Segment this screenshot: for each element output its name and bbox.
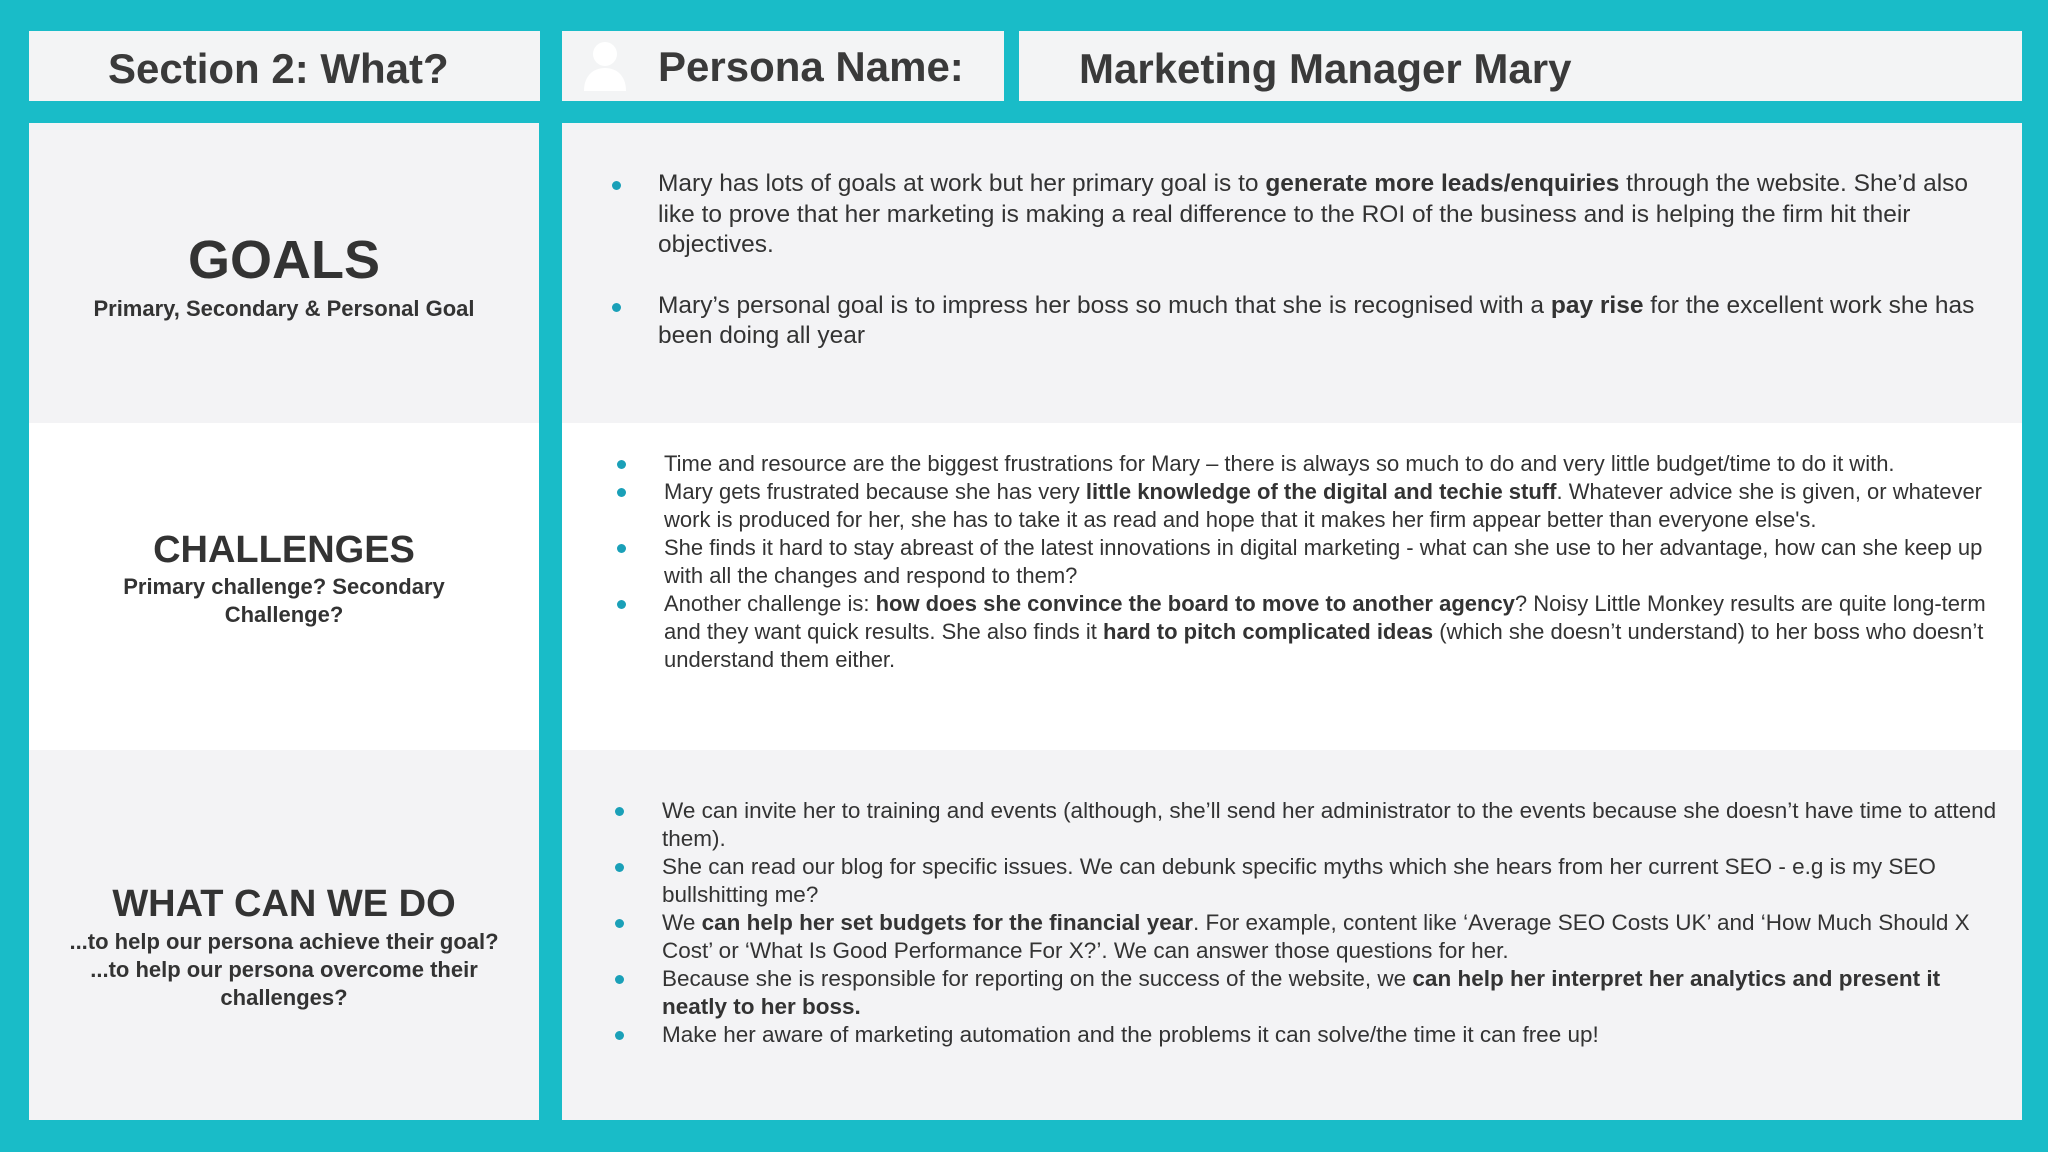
list-item bbox=[562, 853, 2008, 909]
bullet-icon bbox=[617, 544, 626, 553]
whatcanwedo-heading: WHAT CAN WE DO bbox=[112, 883, 456, 926]
bullet-icon bbox=[612, 303, 621, 312]
bullet-icon bbox=[617, 488, 626, 497]
goal-text: Mary has lots of goals at work but her primary goal is to generate more leads/enquiries through the website. She’d also like to prove that her marketing is making a real difference to the ROI of the business and is helping the firm hit their objectives. bbox=[658, 170, 1969, 258]
list-item bbox=[562, 169, 1992, 261]
whatcanwedo-content-cell bbox=[562, 750, 2022, 1120]
bullet-icon bbox=[617, 460, 626, 469]
action-text: Because she is responsible for reporting on the success of the website, we can help her interpret her analytics and present it neatly to her boss. bbox=[662, 966, 1941, 1019]
persona-label: Persona Name: bbox=[658, 43, 964, 90]
challenge-text: Another challenge is: how does she convince the board to move to another agency? Noisy Little Monkey results are quite long-term and they want quick results. She also finds it hard to pitch complicated ideas (which she doesn’t understand) to her boss who doesn’t understand them either. bbox=[664, 591, 1986, 672]
persona-name: Marketing Manager Mary bbox=[1079, 45, 1572, 92]
list-item bbox=[562, 909, 2008, 965]
whatcanwedo-label-cell bbox=[29, 750, 539, 1120]
challenge-text: Mary gets frustrated because she has very little knowledge of the digital and techie stuff. Whatever advice she is given, or whatever work is produced for her, she has to take it as read and hope that it makes her firm appear better than everyone else's. bbox=[664, 479, 1982, 532]
user-silhouette-icon bbox=[582, 39, 628, 91]
bullet-icon bbox=[612, 181, 621, 190]
challenge-text: Time and resource are the biggest frustrations for Mary – there is always so much to do and very little budget/time to do it with. bbox=[664, 451, 1895, 476]
challenges-list bbox=[562, 450, 1998, 674]
challenges-label-cell bbox=[29, 423, 539, 750]
bullet-icon bbox=[615, 919, 624, 928]
whatcanwedo-subheading-line-3: challenges? bbox=[220, 984, 348, 1010]
list-item bbox=[562, 1021, 2008, 1049]
challenges-heading: CHALLENGES bbox=[153, 528, 415, 571]
persona-name-box bbox=[1019, 31, 2022, 101]
challenges-subheading-line-2: Challenge? bbox=[224, 602, 344, 628]
list-item bbox=[562, 965, 2008, 1021]
bullet-icon bbox=[615, 863, 624, 872]
goals-list bbox=[562, 169, 1992, 352]
action-text: We can invite her to training and events (although, she’ll send her administrator to the events because she doesn’t have time to attend them). bbox=[662, 798, 1997, 851]
section-title: Section 2: What? bbox=[108, 45, 449, 92]
goal-text: Mary’s personal goal is to impress her boss so much that she is recognised with a pay rise for the excellent work she has been doing all year bbox=[658, 291, 1975, 349]
whatcanwedo-subheading-line-2: ...to help our persona overcome their bbox=[90, 956, 478, 982]
challenges-content-cell bbox=[562, 423, 2022, 750]
list-item bbox=[562, 590, 1998, 674]
whatcanwedo-list bbox=[562, 797, 2008, 1049]
bullet-icon bbox=[615, 975, 624, 984]
list-item bbox=[562, 534, 1998, 590]
goals-label-cell bbox=[29, 123, 539, 423]
whatcanwedo-subheading-line-1: ...to help our persona achieve their goal? bbox=[69, 928, 499, 954]
list-item bbox=[562, 450, 1998, 478]
bullet-icon bbox=[615, 807, 624, 816]
list-item bbox=[562, 797, 2008, 853]
persona-label-box bbox=[562, 31, 1004, 101]
action-text: Make her aware of marketing automation and the problems it can solve/the time it can free up! bbox=[662, 1022, 1599, 1047]
challenge-text: She finds it hard to stay abreast of the latest innovations in digital marketing - what can she use to her advantage, how can she keep up with all the changes and respond to them? bbox=[664, 535, 1983, 588]
list-item bbox=[562, 478, 1998, 534]
goals-heading: GOALS bbox=[187, 230, 380, 291]
section-header-box bbox=[29, 31, 540, 101]
list-item bbox=[562, 291, 1992, 352]
goals-subheading: Primary, Secondary & Personal Goal bbox=[93, 295, 475, 321]
bullet-icon bbox=[615, 1031, 624, 1040]
action-text: We can help her set budgets for the financial year. For example, content like ‘Average SEO Costs UK’ and ‘How Much Should X Cost’ or ‘What Is Good Performance For X?’. We can answer those questions for her. bbox=[662, 910, 1970, 963]
goals-content-cell bbox=[562, 123, 2022, 423]
action-text: She can read our blog for specific issues. We can debunk specific myths which she hears from her current SEO - e.g is my SEO bullshitting me? bbox=[662, 854, 1936, 907]
bullet-icon bbox=[617, 600, 626, 609]
challenges-subheading-line-1: Primary challenge? Secondary bbox=[123, 574, 445, 600]
